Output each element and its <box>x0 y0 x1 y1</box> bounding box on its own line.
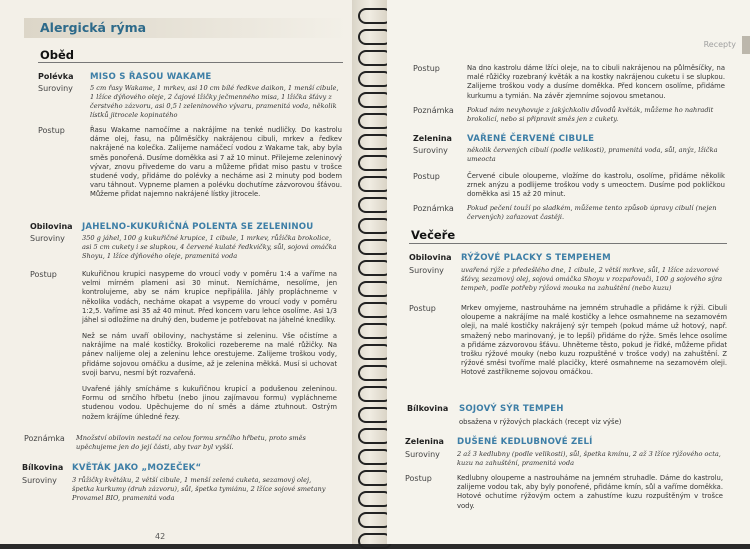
ingredients-text: 2 až 3 kedlubny (podle velikosti), sůl, špetka kmínu, 2 až 3 lžíce rýžového octa, kuzu na zahuštění, pramenitá voda <box>457 450 721 467</box>
recipe-title: DUŠENÉ KEDLUBNOVÉ ZELÍ <box>457 437 593 447</box>
ingredients-label: Suroviny <box>22 476 57 485</box>
category-label: Obilovina <box>409 253 452 262</box>
section-rule <box>38 62 343 63</box>
recipe-title: VAŘENÉ ČERVENÉ CIBULE <box>467 134 595 144</box>
recipe-title: MISO S ŘASOU WAKAME <box>90 72 212 82</box>
running-title: Recepty <box>703 40 736 49</box>
ingredients-text: několik červených cibulí (podle velikosti), pramenitá voda, sůl, anýz, lžička umeocta <box>467 146 718 163</box>
recipe-title: RÝŽOVÉ PLACKY S TEMPEHEM <box>461 253 611 263</box>
procedure-text: Řasu Wakame namočíme a nakrájíme na tenké nudličky. Do kastrolu dáme olej, řasu, na půlměsíčky nakrájenou cibuli, mrkev a ředkev nakrájené na kolečka. Zalijeme namáčecí vodou z Wakame tak, aby byla směs ponořená. Dusíme doměkka asi 7 až 10 minut. Přilejeme zeleninový vývar, znovu přivedeme do varu a můžeme přidat miso pastu v trošce studené vody, přidáme do polévky a necháme asi 2 minuty pod bodem varu táhnout. Vypneme plamen a polévku dochutíme zázvorovou šťávou. Můžeme přidat najemno nakrájené lístky jitrocele. <box>90 126 342 199</box>
left-page <box>0 0 368 544</box>
procedure-text: Kedlubny oloupeme a nastrouháme na jemném struhadle. Dáme do kastrolu, zalijeme vodou tak, aby byly ponořené, přidáme kmín, sůl a vaříme doměkka. Hotové ochutíme rýžovým octem a zahustíme kuzu rozpuštěným v trošce vody. <box>457 474 723 510</box>
procedure-label: Postup <box>405 474 432 483</box>
note-label: Poznámka <box>413 204 454 213</box>
category-label: Zelenina <box>405 437 444 446</box>
ingredients-text: 3 růžičky květáku, 2 větší cibule, 1 menší zelená cuketa, sezamový olej, špetka kurkumy (druh zázvoru), sůl, špetka tymiánu, 2 lžíce sojové smetany Provamel BIO, pramenitá voda <box>72 476 326 502</box>
recipe-title: SOJOVÝ SÝR TEMPEH <box>459 404 564 414</box>
procedure-label: Postup <box>30 270 57 279</box>
category-label: Zelenina <box>413 134 452 143</box>
page-tab <box>742 36 750 54</box>
note-label: Poznámka <box>413 106 454 115</box>
ingredients-label: Suroviny <box>38 84 73 93</box>
page-number: 42 <box>155 532 166 541</box>
category-label: Bílkovina <box>22 463 64 472</box>
procedure-text: Na dno kastrolu dáme lžíci oleje, na to cibuli nakrájenou na půlměsíčky, na malé růžičky rozebraný květák a na kostky nakrájenou cuketu i se slupkou. Zalijeme troškou vody a dusíme doměkka. Před koncem osolíme, přidáme kurkumu a tymián. Na závěr zjemníme sojovou smetanou. <box>467 64 725 100</box>
recipe-text: obsažena v rýžových plackách (recept viz výše) <box>459 418 622 426</box>
note-text: Pokud pečení touží po sladkém, můžeme tento způsob úpravy cibulí (nejen červených) zařazovat častěji. <box>467 204 717 221</box>
procedure-label: Postup <box>413 64 440 73</box>
ingredients-text: uvařená rýže z předešlého dne, 1 cibule, 2 větší mrkve, sůl, 1 lžíce zázvorové šťávy, sezamový olej, sojová omáčka Shoyu v rozpařovači, 100 g sojového sýra tempeh, podle potřeby rýžová mouka na zahuštění (nebo kuzu) <box>461 266 723 292</box>
section-heading-lunch: Oběd <box>40 48 75 62</box>
procedure-paragraph-1: Kukuřičnou krupici nasypeme do vroucí vody v poměru 1:4 a vaříme na velmi mírném plameni asi 30 minut. Nemícháme, nesolíme, jen kontrolujeme, aby se nám krupice nepřipálila. Jáhly propláchneme v několika vodách, necháme okapat a vsypeme do vroucí vody v poměru 1:2,5. Vaříme asi 35 až 40 minut. Před koncem varu lehce osolíme. Asi 1/3 jáhel si odložíme na druhý den, budeme je potřebovat na jáhelné knedlíky. <box>82 270 337 325</box>
note-text: Pokud nám nevyhovuje z jakýchkoliv důvodů květák, můžeme ho nahradit brokolicí, nebo si připravit směs jen z cukety. <box>467 106 714 123</box>
procedure-label: Postup <box>409 304 436 313</box>
note-text: Množství obilovin nestačí na celou formu srnčího hřbetu, proto směs upěchujeme jen do její části, aby tvar byl vyšší. <box>76 434 306 451</box>
ingredients-text: 350 g jáhel, 100 g kukuřičné krupice, 1 cibule, 1 mrkev, růžička brokolice, asi 5 cm cukety i se slupkou, 4 červené kulaté ředkvičky, sůl, sojová omáčka Shoyu, 1 lžíce dýňového oleje, pramenitá voda <box>82 234 337 260</box>
ingredients-label: Suroviny <box>413 146 448 155</box>
category-label: Bílkovina <box>407 404 449 413</box>
right-page <box>387 0 750 544</box>
procedure-text: Červené cibule oloupeme, vložíme do kastrolu, osolíme, přidáme několik zrnek anýzu a podlijeme troškou vody s umeoctem. Dusíme pod pokličkou doměkka asi 15 až 20 minut. <box>467 172 725 199</box>
note-label: Poznámka <box>24 434 65 443</box>
procedure-label: Postup <box>38 126 65 135</box>
procedure-label: Postup <box>413 172 440 181</box>
category-label: Obilovina <box>30 222 73 231</box>
book-title: Alergická rýma <box>40 20 147 35</box>
recipe-title: JAHELNO-KUKUŘIČNÁ POLENTA SE ZELENINOU <box>82 222 314 232</box>
ingredients-label: Suroviny <box>30 234 65 243</box>
ingredients-label: Suroviny <box>409 266 444 275</box>
procedure-text: Mrkev omyjeme, nastrouháme na jemném struhadle a přidáme k rýži. Cibuli oloupeme a nakrájíme na malé kostičky a lehce osmahneme na sezamovém oleji, na malé kostičky nakrájený sýr tempeh (pokud máme už hotový, např. smažený nebo marinovaný, je to lepší) přidáme do rýže. Směs lehce osolíme a přidáme zázvorovou šťávu. Uhněteme těsto, pokud je řídké, můžeme přidat trošku rýžové mouky (nebo kuzu rozpuštěné v trošce vody) na zahuštění. Z rýžové směsi tvoříme malé placičky, které osmahneme na sezamovém oleji. Hotové zastříkneme sojovou omáčkou. <box>461 304 727 377</box>
section-heading-dinner: Večeře <box>411 228 456 242</box>
section-rule <box>409 243 727 244</box>
procedure-paragraph-3: Uvařené jáhly smícháme s kukuřičnou krupicí a podušenou zeleninou. Formu od srnčího hřbetu (nebo jinou zajímavou formu) vypláchneme studenou vodou. Upěchujeme do ní směs a dáme ztuhnout. Ostrým nožem krájíme úhledné řezy. <box>82 385 337 421</box>
ingredients-label: Suroviny <box>405 450 440 459</box>
ingredients-text: 5 cm řasy Wakame, 1 mrkev, asi 10 cm bílé ředkve daikon, 1 menší cibule, 1 lžíce dýňového oleje, 2 čajové lžičky ječmenného misa, 1 lžička šťávy z čerstvého zázvoru, asi 0,5 l zeleninového vývaru, pramenitá voda, několik lístků jitrocele kopinatého <box>90 84 339 119</box>
category-label: Polévka <box>38 72 74 81</box>
recipe-title: KVĚTÁK JAKO „MOZEČEK“ <box>72 463 202 473</box>
procedure-paragraph-2: Než se nám uvaří obiloviny, nachystáme si zeleninu. Vše očistíme a nakrájíme na malé kostičky. Brokolici rozebereme na malé růžičky. Na pánev nalijeme olej a zeleninu lehce orestujeme. Zalijeme troškou vody, přidáme sojovou omáčku a dusíme, až je zelenina měkká. Musí si uchovat svoji barvu, nesmí být rozvařená. <box>82 332 337 377</box>
